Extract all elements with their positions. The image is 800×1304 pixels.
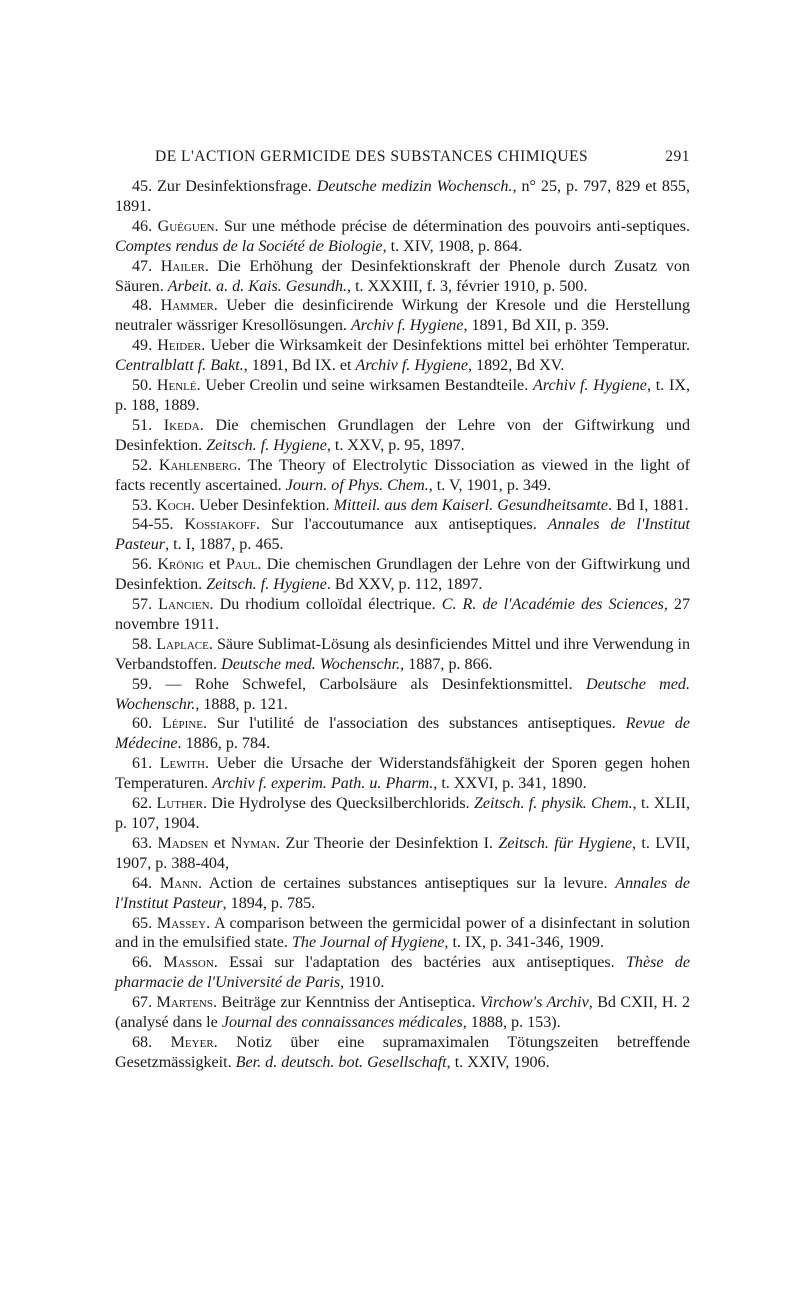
entry-text: . Sur l'accoutumance aux antiseptiques. xyxy=(256,516,548,534)
bibliography-entry xyxy=(115,1033,690,1073)
entry-journal: Ber. d. deutsch. bot. Gesellschaft xyxy=(235,1053,447,1071)
entry-text: , t. IX, p. 188, 1889. xyxy=(115,377,690,414)
entry-text: , 1910. xyxy=(340,974,385,992)
entry-text: . Die chemischen Grundlagen der Lehre von der Giftwirkung und Desinfektion. xyxy=(115,556,690,594)
bibliography-entry xyxy=(115,496,690,516)
entry-text: . Die Erhöhung der Desinfektionskraft der Phenole durch Zusatz von Säuren. xyxy=(115,257,690,295)
entry-text: . Sur une méthode précise de détermination des pouvoirs anti-septiques. xyxy=(214,217,690,235)
entry-number: 54-55. xyxy=(132,516,174,534)
entry-text: . Du rhodium colloïdal électrique. xyxy=(209,596,442,614)
bibliography-entry xyxy=(115,635,690,675)
bibliography-entry xyxy=(115,993,690,1033)
entry-journal: Zeitsch. f. physik. Chem. xyxy=(473,795,633,813)
entry-author: Martens xyxy=(156,994,213,1012)
entry-text: . Die chemischen Grundlagen der Lehre von der Giftwirkung und Desinfektion. xyxy=(115,416,690,454)
entry-text: — Rohe Schwefel, Carbolsäure als Desinfektionsmittel. xyxy=(152,675,586,693)
entry-author: Meyer xyxy=(170,1033,214,1051)
bibliography-entry xyxy=(115,595,690,635)
entry-journal: Journ. of Phys. Chem. xyxy=(285,476,429,494)
bibliography-entry xyxy=(115,515,690,555)
entry-journal: Revue de Médecine xyxy=(115,715,690,753)
entry-number: 60. xyxy=(132,715,153,733)
entry-text: , 1887, p. 866. xyxy=(400,655,493,673)
bibliography-entry xyxy=(115,336,690,376)
entry-author: Kossiakoff xyxy=(184,516,257,534)
entry-journal: Mitteil. aus dem Kaiserl. Gesundheitsamte xyxy=(333,496,609,514)
entry-author: Ikeda xyxy=(163,416,200,434)
entry-text: . Ueber Creolin und seine wirksamen Bestandteile. xyxy=(196,377,533,395)
entry-number: 51. xyxy=(132,416,153,434)
entry-journal: Archiv f. Hygiene xyxy=(355,357,468,375)
entry-author: Hailer xyxy=(160,257,205,275)
entry-number: 64. xyxy=(132,874,153,892)
entry-number: 49. xyxy=(132,337,153,355)
entry-journal: Annales de l'Institut Pasteur xyxy=(115,516,690,554)
entry-journal: The Journal of Hygiene xyxy=(291,934,445,952)
entry-text: , t. XIV, 1908, p. 864. xyxy=(382,237,523,255)
entry-number: 62. xyxy=(132,795,153,813)
bibliography-entry xyxy=(115,296,690,336)
page-number: 291 xyxy=(665,148,690,165)
entry-number: 52. xyxy=(132,456,153,474)
entry-text: , 27 novembre 1911. xyxy=(115,596,691,633)
entry-text: , t. XLII, p. 107, 1904. xyxy=(115,795,690,832)
entry-author: Massey xyxy=(156,914,207,932)
entry-number: 45. xyxy=(132,178,153,195)
bibliography-entry xyxy=(115,257,690,297)
bibliography-entry xyxy=(115,217,690,257)
entry-author: Lépine xyxy=(162,715,203,733)
bibliography-entry xyxy=(115,754,690,794)
entry-text: , Bd CXII, H. 2 (analysé dans le xyxy=(115,994,690,1032)
entry-text: . Notiz über eine supramaximalen Tötungszeiten betreffende Gesetzmässigkeit. xyxy=(115,1033,690,1071)
entry-text: , t. XXXIII, f. 3, février 1910, p. 500. xyxy=(347,277,588,295)
entry-journal: Zeitsch. f. Hygiene xyxy=(206,436,327,454)
entry-journal: Journal des connaissances médicales xyxy=(221,1014,463,1032)
entry-text: . Action de certaines substances antiseptiques sur la levure. xyxy=(198,874,616,892)
bibliography-entry xyxy=(115,675,690,715)
entry-number: 68. xyxy=(132,1033,153,1051)
bibliography-list xyxy=(115,177,690,1073)
entry-number: 67. xyxy=(132,994,153,1012)
entry-text: et xyxy=(203,556,226,574)
entry-text: , t. V, 1901, p. 349. xyxy=(428,476,552,494)
entry-author: Luther xyxy=(156,795,203,813)
bibliography-entry xyxy=(115,555,690,595)
entry-coauthor: Paul xyxy=(225,556,258,574)
entry-text: . 1886, p. 784. xyxy=(177,735,271,753)
entry-text: . A comparison between the germicidal power of a disinfectant in solution and in the emulsified state. xyxy=(115,914,690,952)
entry-number: 65. xyxy=(132,914,153,932)
entry-number: 63. xyxy=(132,834,153,852)
entry-journal: Deutsche med. Wochenschr. xyxy=(115,675,690,713)
bibliography-entry xyxy=(115,416,690,456)
entry-number: 66. xyxy=(132,954,153,972)
entry-author: Koch xyxy=(156,496,192,514)
bibliography-entry xyxy=(115,914,690,954)
entry-author: Krönig xyxy=(157,556,204,574)
entry-author: Lewith xyxy=(159,755,205,773)
bibliography-entry xyxy=(115,456,690,496)
entry-journal: Virchow's Archiv xyxy=(479,994,589,1012)
entry-text: . Ueber die Wirksamkeit der Desinfektions mittel bei erhöhter Temperatur. xyxy=(201,337,691,355)
entry-text: , 1888, p. 153). xyxy=(462,1014,561,1032)
bibliography-entry xyxy=(115,834,690,874)
entry-text: , t. XXVI, p. 341, 1890. xyxy=(433,775,587,793)
entry-author: Mann xyxy=(159,874,199,892)
entry-journal: Zeitsch. f. Hygiene xyxy=(206,576,327,594)
entry-text: . Beiträge zur Kenntniss der Antiseptica. xyxy=(212,994,480,1012)
entry-text: , t. XXV, p. 95, 1897. xyxy=(326,436,465,454)
entry-number: 59. xyxy=(132,675,153,693)
entry-number: 47. xyxy=(132,257,153,275)
entry-author: Henlé xyxy=(156,377,197,395)
entry-text: , 1891, Bd XII, p. 359. xyxy=(463,317,610,335)
bibliography-entry xyxy=(115,714,690,754)
entry-number: 56. xyxy=(132,556,153,574)
entry-author: Kahlenberg xyxy=(158,456,238,474)
entry-text: . Sur l'utilité de l'association des substances antiseptiques. xyxy=(203,715,626,733)
bibliography-entry xyxy=(115,376,690,416)
entry-text: , 1888, p. 121. xyxy=(195,695,288,713)
entry-text: et xyxy=(208,834,231,852)
running-header xyxy=(115,148,690,166)
entry-text: . Ueber die desinficirende Wirkung der Kresole und die Herstellung neutraler wässriger Kresollösungen. xyxy=(115,297,690,335)
entry-number: 53. xyxy=(132,496,153,514)
entry-number: 48. xyxy=(132,297,153,315)
entry-text: . The Theory of Electrolytic Dissociation as viewed in the light of facts recently ascertained. xyxy=(115,456,690,494)
entry-author: Madsen xyxy=(157,834,209,852)
entry-text: , 1892, Bd XV. xyxy=(467,357,565,375)
entry-text: , n° 25, p. 797, 829 et 855, 1891. xyxy=(115,178,690,215)
page xyxy=(115,148,690,1073)
entry-text: , t. IX, p. 341-346, 1909. xyxy=(444,934,604,952)
entry-journal: Comptes rendus de la Société de Biologie xyxy=(115,237,383,255)
entry-text: . Zur Theorie der Desinfektion I. xyxy=(276,834,499,852)
entry-author: Masson xyxy=(163,954,214,972)
entry-author: Laplace xyxy=(156,635,209,653)
bibliography-entry xyxy=(115,874,690,914)
entry-text: , t. XXIV, 1906. xyxy=(446,1053,550,1071)
entry-text: . Ueber die Ursache der Widerstandsfähigkeit der Sporen gegen hohen Temperaturen. xyxy=(115,755,690,793)
entry-text: , 1894, p. 785. xyxy=(222,894,316,912)
entry-author: Guéguen xyxy=(157,217,215,235)
entry-text: , t. LVII, 1907, p. 388-404, xyxy=(115,834,690,872)
entry-text: . Die Hydrolyse des Quecksilberchlorids. xyxy=(202,795,474,813)
entry-text: . Ueber Desinfektion. xyxy=(191,496,334,514)
entry-text: , 1891, Bd IX. et xyxy=(243,357,356,375)
entry-journal: Arbeit. a. d. Kais. Gesundh. xyxy=(167,277,348,295)
entry-author: Hammer xyxy=(160,297,214,315)
entry-number: 58. xyxy=(132,635,153,653)
entry-text: , t. I, 1887, p. 465. xyxy=(165,536,284,554)
entry-text: . Bd XXV, p. 112, 1897. xyxy=(326,576,483,594)
entry-text: . Essai sur l'adaptation des bactéries aux antiseptiques. xyxy=(213,954,626,972)
entry-number: 46. xyxy=(132,217,153,235)
entry-journal: Zeitsch. für Hygiene xyxy=(498,834,633,852)
entry-text: . Bd I, 1881. xyxy=(608,496,689,514)
entry-journal: Archiv f. Hygiene xyxy=(532,377,647,395)
entry-journal: Archiv f. Hygiene xyxy=(350,317,464,335)
entry-author: Lancien xyxy=(158,596,210,614)
entry-journal: Deutsche medizin Wochensch. xyxy=(316,178,513,195)
entry-journal: Deutsche med. Wochenschr. xyxy=(221,655,401,673)
entry-text: . Säure Sublimat-Lösung als desinficiendes Mittel und ihre Verwendung in Verbandstoffen. xyxy=(115,635,690,673)
bibliography-entry xyxy=(115,794,690,834)
bibliography-entry xyxy=(115,953,690,993)
running-title: DE L'ACTION GERMICIDE DES SUBSTANCES CHIMIQUES xyxy=(155,148,589,165)
entry-journal: Archiv f. experim. Path. u. Pharm. xyxy=(212,775,434,793)
entry-number: 57. xyxy=(132,596,153,614)
entry-journal: Centralblatt f. Bakt. xyxy=(115,357,244,375)
entry-number: 50. xyxy=(132,377,153,395)
entry-journal: Thèse de pharmacie de l'Université de Paris xyxy=(115,954,690,992)
entry-coauthor: Nyman xyxy=(230,834,277,852)
entry-text: Zur Desinfektionsfrage. xyxy=(152,178,317,195)
bibliography-entry xyxy=(115,177,690,217)
entry-number: 61. xyxy=(132,755,153,773)
entry-journal: Annales de l'Institut Pasteur xyxy=(115,874,690,912)
entry-author: Heider xyxy=(157,337,202,355)
entry-journal: C. R. de l'Académie des Sciences xyxy=(441,596,664,614)
